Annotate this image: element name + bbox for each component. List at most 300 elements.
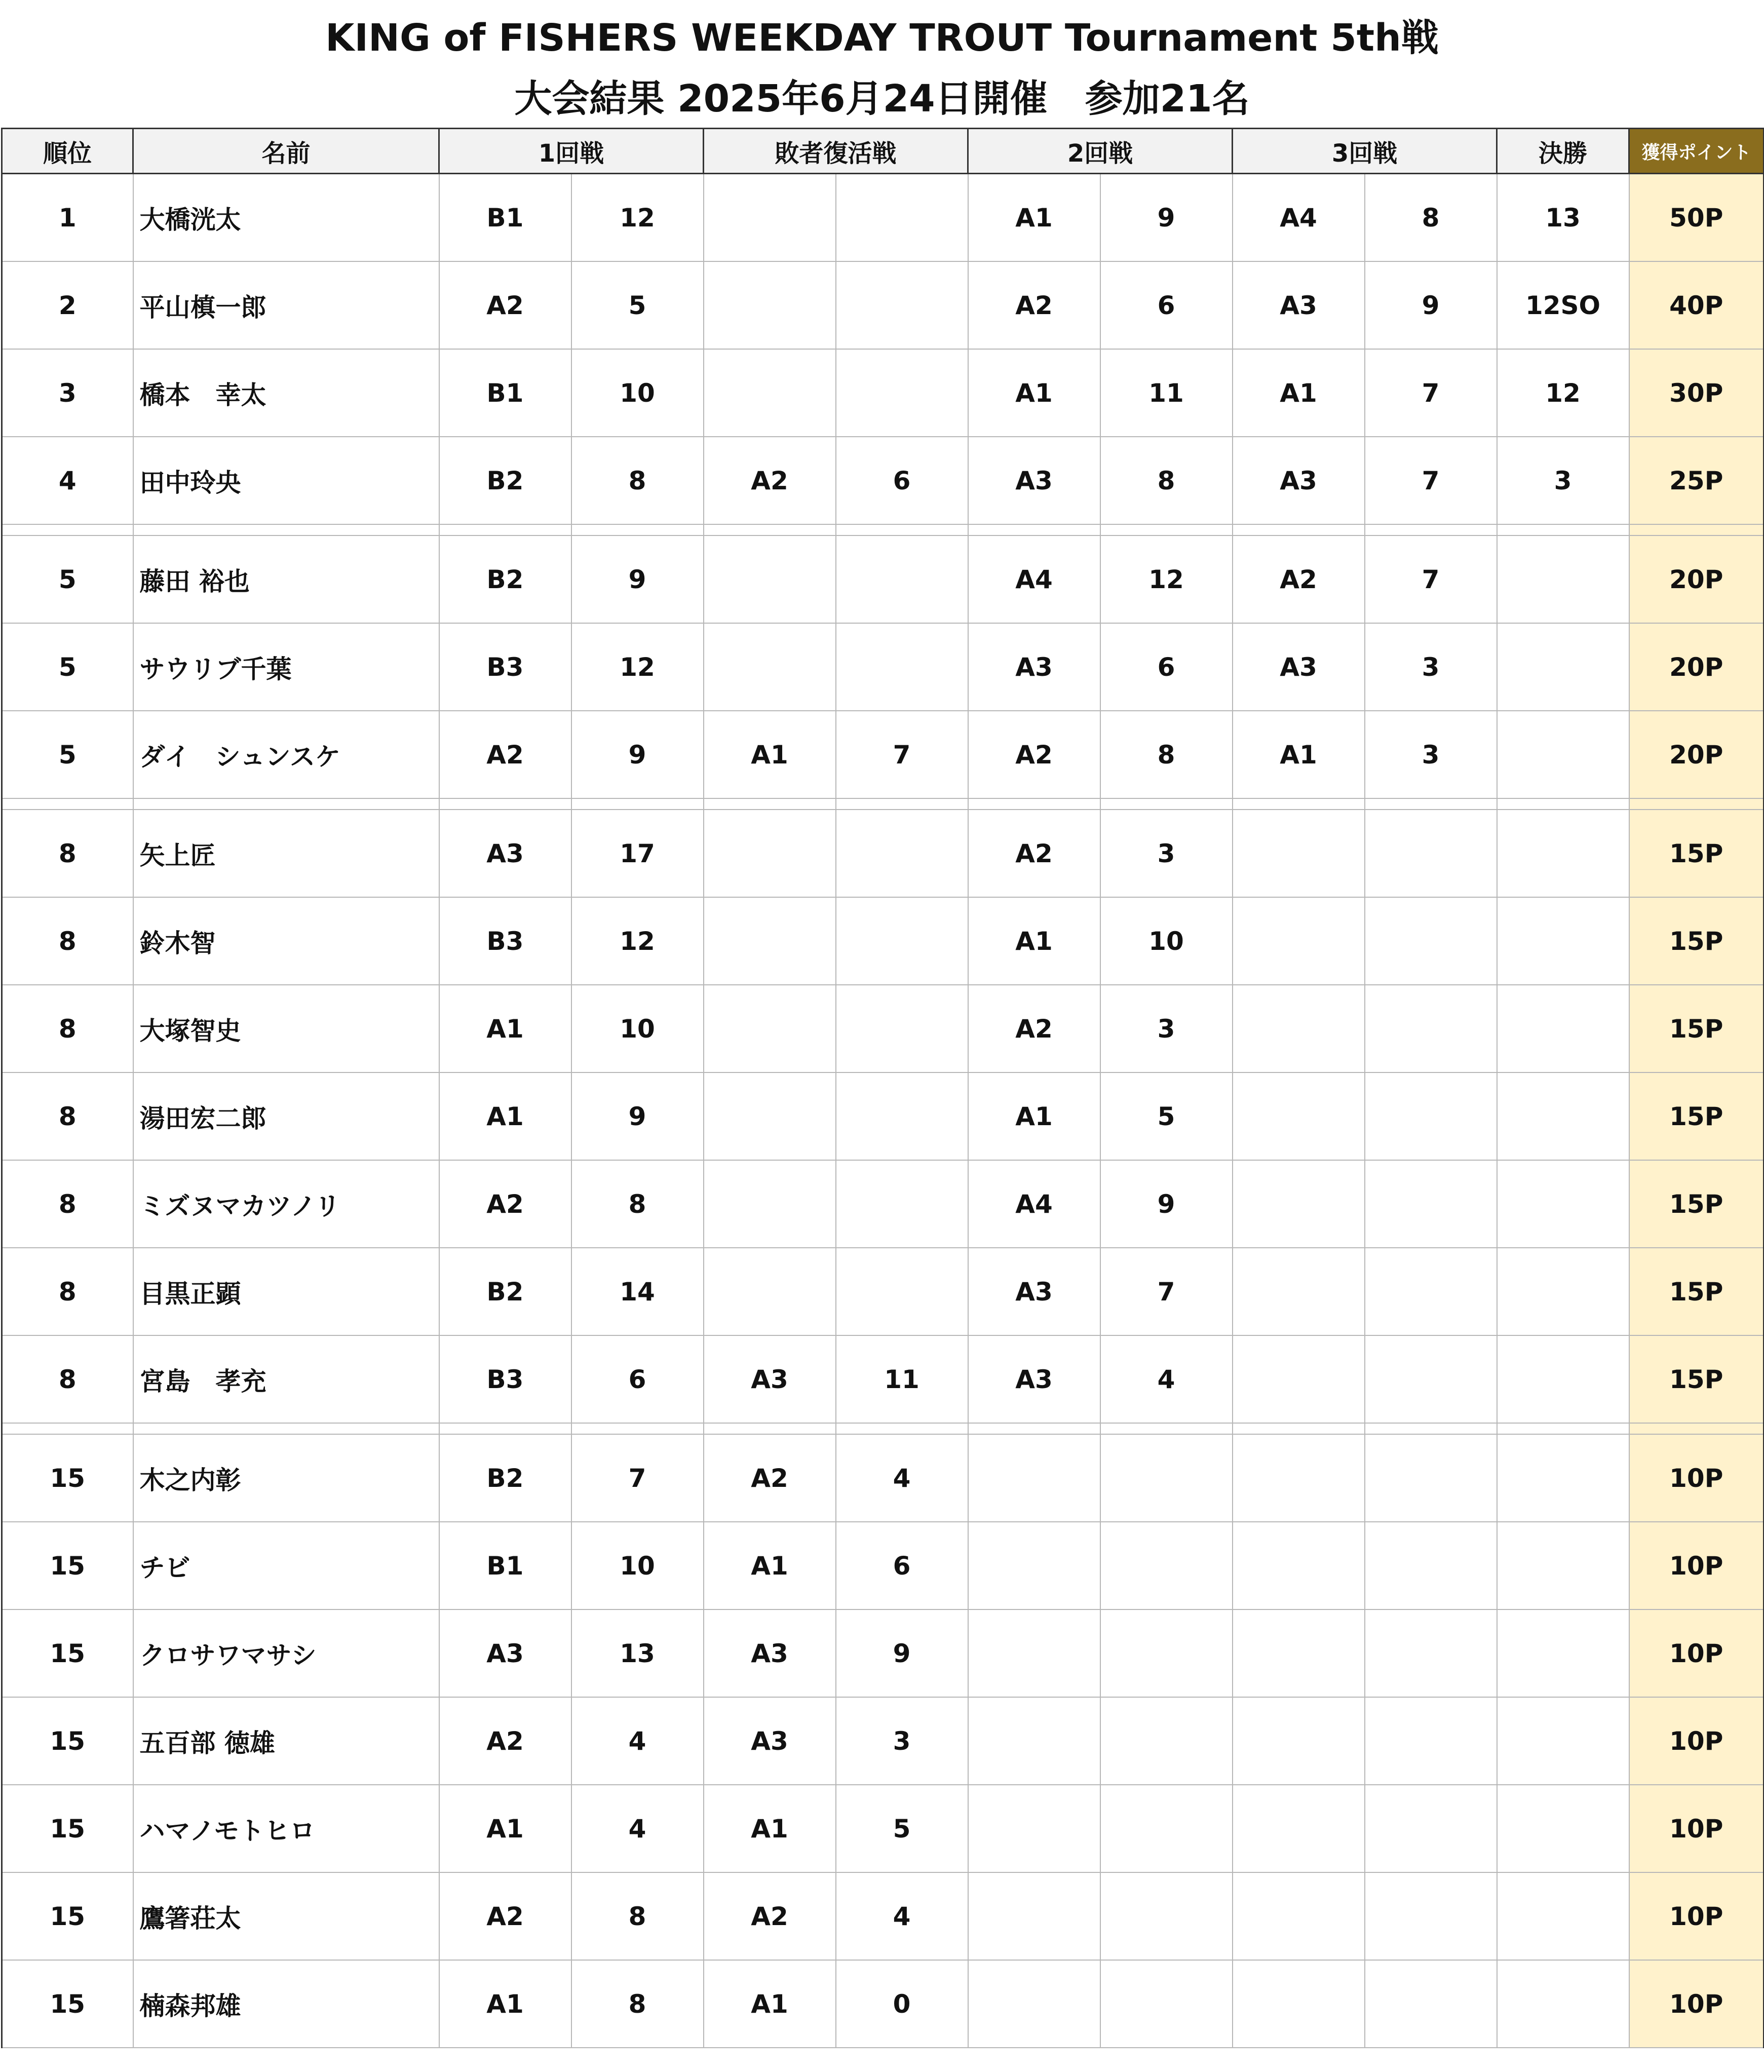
round2-score-cell: 8 (1100, 437, 1233, 524)
round2-score-cell: 12 (1100, 535, 1233, 623)
round2-group-cell (968, 1434, 1100, 1522)
points-cell: 10P (1629, 1697, 1764, 1785)
table-row (2, 174, 1764, 262)
round2-score-cell: 10 (1100, 897, 1233, 985)
round2-score-cell (1100, 1522, 1233, 1609)
round1-score-cell: 8 (571, 437, 704, 524)
round3-score-cell (1365, 1072, 1497, 1160)
round1-group-cell: B1 (439, 1522, 571, 1609)
round2-score-cell: 3 (1100, 985, 1233, 1072)
round3-score-cell (1365, 810, 1497, 897)
rank-cell: 15 (2, 1434, 133, 1522)
separator-cell (968, 524, 1100, 535)
rank-cell: 15 (2, 1609, 133, 1697)
rank-cell: 3 (2, 349, 133, 437)
results-table (1, 128, 1764, 2048)
points-cell: 50P (1629, 174, 1764, 262)
table-row (2, 810, 1764, 897)
round1-group-cell: B3 (439, 897, 571, 985)
round3-group-cell (1233, 1522, 1365, 1609)
round3-score-cell (1365, 1960, 1497, 2048)
round2-score-cell (1100, 1872, 1233, 1960)
repechage-group-cell: A3 (704, 1697, 836, 1785)
name-cell: 木之内彰 (133, 1434, 439, 1522)
round3-group-cell: A1 (1233, 711, 1365, 798)
final-score-cell (1497, 1335, 1629, 1423)
rank-cell: 15 (2, 1697, 133, 1785)
header-round1: 1回戦 (439, 129, 704, 174)
name-cell: 橋本 幸太 (133, 349, 439, 437)
separator-cell (836, 524, 968, 535)
repechage-score-cell (836, 985, 968, 1072)
separator-cell (439, 798, 571, 810)
round1-score-cell: 12 (571, 623, 704, 711)
separator-cell (1629, 798, 1764, 810)
round3-group-cell (1233, 1697, 1365, 1785)
round2-score-cell (1100, 1960, 1233, 2048)
rank-cell: 8 (2, 1072, 133, 1160)
round2-group-cell: A1 (968, 897, 1100, 985)
repechage-group-cell: A3 (704, 1609, 836, 1697)
round2-group-cell (968, 1697, 1100, 1785)
round3-score-cell (1365, 1160, 1497, 1248)
round1-group-cell: B1 (439, 349, 571, 437)
round3-score-cell: 7 (1365, 437, 1497, 524)
round3-score-cell (1365, 897, 1497, 985)
round1-score-cell: 10 (571, 349, 704, 437)
name-cell: ハマノモトヒロ (133, 1785, 439, 1872)
repechage-score-cell (836, 1160, 968, 1248)
rank-cell: 8 (2, 1248, 133, 1335)
round2-group-cell: A4 (968, 1160, 1100, 1248)
table-row (2, 623, 1764, 711)
points-cell: 15P (1629, 810, 1764, 897)
round2-group-cell: A1 (968, 349, 1100, 437)
final-score-cell (1497, 535, 1629, 623)
name-cell: ダイ シュンスケ (133, 711, 439, 798)
separator-cell (704, 1423, 836, 1434)
points-cell: 10P (1629, 1785, 1764, 1872)
round2-score-cell (1100, 1697, 1233, 1785)
table-row (2, 1522, 1764, 1609)
rank-cell: 8 (2, 810, 133, 897)
round1-group-cell: A3 (439, 810, 571, 897)
round1-group-cell: A2 (439, 1160, 571, 1248)
repechage-score-cell (836, 349, 968, 437)
round2-score-cell (1100, 1609, 1233, 1697)
round3-score-cell (1365, 1697, 1497, 1785)
separator-cell (1629, 524, 1764, 535)
separator-cell (571, 798, 704, 810)
round1-group-cell: A1 (439, 1072, 571, 1160)
round2-group-cell (968, 1785, 1100, 1872)
round3-score-cell (1365, 1522, 1497, 1609)
repechage-group-cell (704, 174, 836, 262)
points-cell: 10P (1629, 1960, 1764, 2048)
repechage-group-cell: A1 (704, 1960, 836, 2048)
round1-score-cell: 12 (571, 174, 704, 262)
separator-cell (1365, 1423, 1497, 1434)
separator-cell (836, 798, 968, 810)
round2-group-cell: A2 (968, 261, 1100, 349)
separator-cell (1233, 798, 1365, 810)
repechage-score-cell: 5 (836, 1785, 968, 1872)
rank-cell: 2 (2, 261, 133, 349)
repechage-group-cell: A1 (704, 1522, 836, 1609)
points-cell: 10P (1629, 1609, 1764, 1697)
table-row (2, 1960, 1764, 2048)
header-name: 名前 (133, 129, 439, 174)
final-score-cell (1497, 1872, 1629, 1960)
round2-score-cell (1100, 1785, 1233, 1872)
repechage-group-cell: A2 (704, 437, 836, 524)
header-final: 決勝 (1497, 129, 1629, 174)
name-cell: 鈴木智 (133, 897, 439, 985)
table-row (2, 1248, 1764, 1335)
round3-group-cell: A4 (1233, 174, 1365, 262)
final-score-cell: 13 (1497, 174, 1629, 262)
table-row (2, 1072, 1764, 1160)
final-score-cell (1497, 1960, 1629, 2048)
round1-score-cell: 17 (571, 810, 704, 897)
rank-cell: 5 (2, 623, 133, 711)
repechage-group-cell (704, 1248, 836, 1335)
round1-group-cell: A2 (439, 1697, 571, 1785)
round3-group-cell (1233, 897, 1365, 985)
round3-score-cell: 8 (1365, 174, 1497, 262)
repechage-group-cell (704, 261, 836, 349)
rank-cell: 1 (2, 174, 133, 262)
round3-score-cell (1365, 1872, 1497, 1960)
round1-group-cell: B3 (439, 623, 571, 711)
repechage-score-cell: 6 (836, 1522, 968, 1609)
points-cell: 15P (1629, 1072, 1764, 1160)
round3-score-cell: 3 (1365, 711, 1497, 798)
group-separator-row (2, 524, 1764, 535)
round1-score-cell: 8 (571, 1160, 704, 1248)
name-cell: 鷹箸荘太 (133, 1872, 439, 1960)
separator-cell (1100, 798, 1233, 810)
table-row (2, 535, 1764, 623)
repechage-score-cell (836, 810, 968, 897)
points-cell: 15P (1629, 985, 1764, 1072)
round3-score-cell (1365, 1434, 1497, 1522)
rank-cell: 15 (2, 1785, 133, 1872)
round3-group-cell (1233, 985, 1365, 1072)
table-row (2, 1697, 1764, 1785)
final-score-cell (1497, 985, 1629, 1072)
separator-cell (571, 524, 704, 535)
round1-score-cell: 14 (571, 1248, 704, 1335)
table-row (2, 1335, 1764, 1423)
name-cell: チビ (133, 1522, 439, 1609)
final-score-cell (1497, 897, 1629, 985)
separator-cell (2, 1423, 133, 1434)
round1-score-cell: 9 (571, 711, 704, 798)
page-title: KING of FISHERS WEEKDAY TROUT Tournament 5th戦 (325, 16, 1439, 60)
repechage-score-cell: 7 (836, 711, 968, 798)
points-cell: 20P (1629, 711, 1764, 798)
points-cell: 10P (1629, 1522, 1764, 1609)
round2-score-cell: 3 (1100, 810, 1233, 897)
round3-group-cell: A2 (1233, 535, 1365, 623)
round3-score-cell (1365, 1335, 1497, 1423)
round2-group-cell: A3 (968, 1335, 1100, 1423)
round1-group-cell: B2 (439, 535, 571, 623)
table-header-row (2, 129, 1764, 174)
round3-group-cell (1233, 1785, 1365, 1872)
round3-group-cell (1233, 1160, 1365, 1248)
round3-group-cell: A3 (1233, 623, 1365, 711)
round2-group-cell: A4 (968, 535, 1100, 623)
repechage-group-cell: A3 (704, 1335, 836, 1423)
final-score-cell: 12 (1497, 349, 1629, 437)
name-cell: 大塚智史 (133, 985, 439, 1072)
round1-score-cell: 6 (571, 1335, 704, 1423)
separator-cell (1233, 524, 1365, 535)
round2-group-cell: A3 (968, 437, 1100, 524)
round3-score-cell: 7 (1365, 349, 1497, 437)
round1-group-cell: A2 (439, 1872, 571, 1960)
round3-score-cell (1365, 1248, 1497, 1335)
repechage-group-cell (704, 1160, 836, 1248)
repechage-score-cell (836, 1248, 968, 1335)
separator-cell (133, 524, 439, 535)
repechage-score-cell: 4 (836, 1872, 968, 1960)
points-cell: 15P (1629, 897, 1764, 985)
header-points: 獲得ポイント (1629, 129, 1764, 174)
points-cell: 15P (1629, 1248, 1764, 1335)
separator-cell (133, 1423, 439, 1434)
final-score-cell (1497, 1248, 1629, 1335)
group-separator-row (2, 1423, 1764, 1434)
points-cell: 40P (1629, 261, 1764, 349)
repechage-group-cell (704, 985, 836, 1072)
separator-cell (836, 1423, 968, 1434)
round3-score-cell (1365, 1609, 1497, 1697)
round1-score-cell: 4 (571, 1785, 704, 1872)
table-row (2, 349, 1764, 437)
round1-score-cell: 4 (571, 1697, 704, 1785)
round2-group-cell: A1 (968, 1072, 1100, 1160)
name-cell: 大橋洸太 (133, 174, 439, 262)
name-cell: 田中玲央 (133, 437, 439, 524)
round1-group-cell: B2 (439, 437, 571, 524)
round2-score-cell: 11 (1100, 349, 1233, 437)
separator-cell (1100, 524, 1233, 535)
final-score-cell (1497, 1785, 1629, 1872)
final-score-cell (1497, 1522, 1629, 1609)
round3-group-cell (1233, 1072, 1365, 1160)
table-row (2, 1609, 1764, 1697)
repechage-score-cell (836, 535, 968, 623)
separator-cell (1365, 524, 1497, 535)
round2-group-cell: A2 (968, 711, 1100, 798)
repechage-score-cell (836, 261, 968, 349)
round2-group-cell (968, 1609, 1100, 1697)
rank-cell: 8 (2, 1335, 133, 1423)
separator-cell (1365, 798, 1497, 810)
points-cell: 20P (1629, 623, 1764, 711)
rank-cell: 4 (2, 437, 133, 524)
round2-score-cell: 9 (1100, 174, 1233, 262)
final-score-cell (1497, 623, 1629, 711)
results-body (2, 174, 1764, 2048)
separator-cell (439, 1423, 571, 1434)
name-cell: 楠森邦雄 (133, 1960, 439, 2048)
repechage-score-cell: 4 (836, 1434, 968, 1522)
round3-group-cell: A1 (1233, 349, 1365, 437)
header-repechage: 敗者復活戦 (704, 129, 968, 174)
repechage-group-cell (704, 535, 836, 623)
round3-group-cell (1233, 1434, 1365, 1522)
rank-cell: 15 (2, 1960, 133, 2048)
repechage-score-cell (836, 174, 968, 262)
header-round3: 3回戦 (1233, 129, 1497, 174)
table-row (2, 1434, 1764, 1522)
rank-cell: 15 (2, 1872, 133, 1960)
repechage-group-cell (704, 810, 836, 897)
round1-score-cell: 9 (571, 535, 704, 623)
round1-score-cell: 8 (571, 1960, 704, 2048)
name-cell: 藤田 裕也 (133, 535, 439, 623)
round1-group-cell: A1 (439, 1785, 571, 1872)
separator-cell (968, 798, 1100, 810)
repechage-score-cell: 9 (836, 1609, 968, 1697)
points-cell: 20P (1629, 535, 1764, 623)
round2-group-cell (968, 1960, 1100, 2048)
repechage-group-cell (704, 897, 836, 985)
final-score-cell (1497, 711, 1629, 798)
final-score-cell (1497, 1160, 1629, 1248)
repechage-group-cell (704, 349, 836, 437)
table-row (2, 897, 1764, 985)
round3-group-cell (1233, 810, 1365, 897)
repechage-group-cell: A1 (704, 1785, 836, 1872)
header-round2: 2回戦 (968, 129, 1233, 174)
round2-score-cell: 8 (1100, 711, 1233, 798)
round2-score-cell: 7 (1100, 1248, 1233, 1335)
round3-group-cell (1233, 1248, 1365, 1335)
table-row (2, 1160, 1764, 1248)
table-row (2, 1872, 1764, 1960)
round3-group-cell (1233, 1960, 1365, 2048)
separator-cell (439, 524, 571, 535)
repechage-group-cell (704, 623, 836, 711)
final-score-cell: 3 (1497, 437, 1629, 524)
separator-cell (704, 524, 836, 535)
table-row (2, 437, 1764, 524)
table-row (2, 985, 1764, 1072)
separator-cell (1233, 1423, 1365, 1434)
round2-group-cell: A3 (968, 1248, 1100, 1335)
round3-group-cell: A3 (1233, 261, 1365, 349)
rank-cell: 5 (2, 535, 133, 623)
final-score-cell (1497, 1072, 1629, 1160)
table-row (2, 1785, 1764, 1872)
round3-score-cell (1365, 985, 1497, 1072)
name-cell: クロサワマサシ (133, 1609, 439, 1697)
name-cell: 矢上匠 (133, 810, 439, 897)
separator-cell (968, 1423, 1100, 1434)
separator-cell (1497, 1423, 1629, 1434)
repechage-score-cell (836, 623, 968, 711)
final-score-cell (1497, 810, 1629, 897)
round1-group-cell: A1 (439, 1960, 571, 2048)
round3-group-cell: A3 (1233, 437, 1365, 524)
round1-score-cell: 13 (571, 1609, 704, 1697)
points-cell: 10P (1629, 1434, 1764, 1522)
round2-score-cell: 6 (1100, 261, 1233, 349)
round3-score-cell: 9 (1365, 261, 1497, 349)
round2-group-cell: A2 (968, 985, 1100, 1072)
final-score-cell (1497, 1434, 1629, 1522)
points-cell: 15P (1629, 1160, 1764, 1248)
rank-cell: 8 (2, 985, 133, 1072)
round1-group-cell: B2 (439, 1434, 571, 1522)
repechage-group-cell: A2 (704, 1434, 836, 1522)
repechage-group-cell (704, 1072, 836, 1160)
round1-score-cell: 10 (571, 1522, 704, 1609)
separator-cell (704, 798, 836, 810)
separator-cell (2, 524, 133, 535)
points-cell: 25P (1629, 437, 1764, 524)
round3-group-cell (1233, 1872, 1365, 1960)
separator-cell (1497, 524, 1629, 535)
repechage-score-cell: 11 (836, 1335, 968, 1423)
repechage-score-cell (836, 1072, 968, 1160)
separator-cell (571, 1423, 704, 1434)
round1-score-cell: 5 (571, 261, 704, 349)
round1-group-cell: A3 (439, 1609, 571, 1697)
round1-score-cell: 12 (571, 897, 704, 985)
round1-score-cell: 10 (571, 985, 704, 1072)
rank-cell: 5 (2, 711, 133, 798)
repechage-score-cell: 0 (836, 1960, 968, 2048)
repechage-score-cell: 6 (836, 437, 968, 524)
final-score-cell (1497, 1609, 1629, 1697)
points-cell: 10P (1629, 1872, 1764, 1960)
table-row (2, 711, 1764, 798)
separator-cell (2, 798, 133, 810)
round3-group-cell (1233, 1609, 1365, 1697)
round2-score-cell: 9 (1100, 1160, 1233, 1248)
name-cell: 平山槙一郎 (133, 261, 439, 349)
repechage-group-cell: A2 (704, 1872, 836, 1960)
round2-score-cell: 4 (1100, 1335, 1233, 1423)
separator-cell (133, 798, 439, 810)
separator-cell (1629, 1423, 1764, 1434)
repechage-score-cell (836, 897, 968, 985)
round1-group-cell: A2 (439, 261, 571, 349)
round1-group-cell: A2 (439, 711, 571, 798)
repechage-score-cell: 3 (836, 1697, 968, 1785)
points-cell: 30P (1629, 349, 1764, 437)
round1-group-cell: B3 (439, 1335, 571, 1423)
round3-score-cell: 7 (1365, 535, 1497, 623)
round2-score-cell: 5 (1100, 1072, 1233, 1160)
round3-score-cell (1365, 1785, 1497, 1872)
rank-cell: 8 (2, 1160, 133, 1248)
round1-group-cell: B2 (439, 1248, 571, 1335)
round2-score-cell (1100, 1434, 1233, 1522)
name-cell: 湯田宏二郎 (133, 1072, 439, 1160)
separator-cell (1100, 1423, 1233, 1434)
round1-score-cell: 9 (571, 1072, 704, 1160)
round2-score-cell: 6 (1100, 623, 1233, 711)
round1-score-cell: 7 (571, 1434, 704, 1522)
name-cell: 宮島 孝充 (133, 1335, 439, 1423)
